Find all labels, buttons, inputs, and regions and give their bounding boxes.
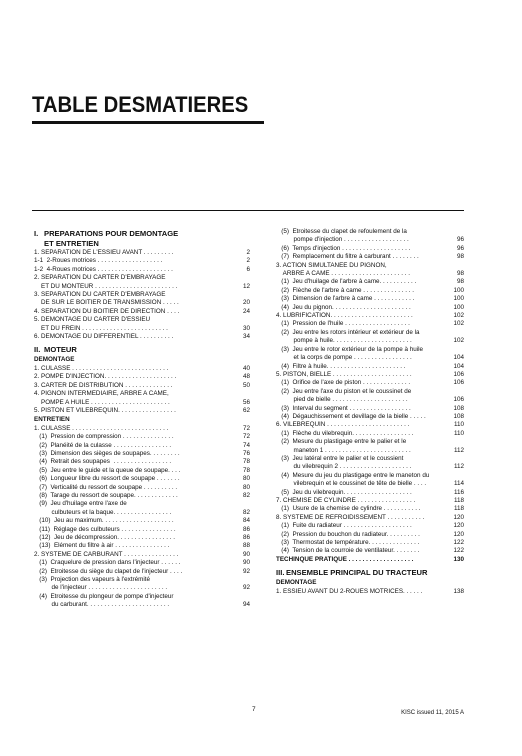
toc-entry bbox=[34, 526, 250, 534]
toc-entry-page: 84 bbox=[242, 517, 250, 525]
toc-entry-label: (7) Remplacement du filtre à carburant . . . . . . . . bbox=[276, 253, 419, 261]
toc-entry bbox=[34, 399, 250, 407]
toc-entry-label: 1. CULASSE . . . . . . . . . . . . . . . . . . . . . . . . . . . . bbox=[34, 364, 169, 372]
toc-entry-page: 92 bbox=[242, 584, 250, 592]
toc-entry bbox=[276, 287, 464, 295]
toc-entry bbox=[34, 450, 250, 458]
toc-entry bbox=[34, 249, 250, 257]
section-heading bbox=[34, 345, 250, 355]
section-numeral: II. bbox=[34, 345, 41, 355]
toc-entry-page: 106 bbox=[453, 396, 464, 404]
toc-entry-label: (4) Retrait des soupapes . . . . . . . . . . . . . . . . . bbox=[34, 458, 172, 466]
toc-entry-page: 24 bbox=[242, 307, 250, 315]
toc-entry-line: 2. SEPARATION DU CARTER D'EMBRAYAGE bbox=[34, 274, 166, 282]
toc-entry bbox=[34, 517, 250, 525]
toc-entry bbox=[276, 312, 464, 320]
toc-entry-label: (8) Tarage du ressort de soupape. . . . . . . . . . . . . bbox=[34, 491, 178, 499]
toc-entry-label: (2) Flèche de l'arbre à came . . . . . . . . . . . . . . . bbox=[276, 286, 415, 294]
toc-entry bbox=[276, 295, 464, 303]
toc-entry bbox=[276, 539, 464, 547]
toc-entry-page: 96 bbox=[456, 236, 464, 244]
toc-entry-label: (4) Dégauchissement et devillage de la bielle . . . . . bbox=[276, 412, 426, 420]
toc-entry-label: (1) Pression de l'huile . . . . . . . . . . . . . . . . . . . bbox=[276, 320, 410, 328]
toc-entry-label: 8. SYSTEME DE REFROIDISSEMENT . . . . . . . . . . . bbox=[276, 513, 425, 521]
toc-entry-label: (6) Temps d'injection . . . . . . . . . . . . . . . . . . . . bbox=[276, 244, 411, 252]
toc-entry bbox=[276, 489, 464, 497]
section-heading-continued: ET ENTRETIEN bbox=[44, 239, 99, 248]
toc-entry-label: pompe à huile. . . . . . . . . . . . . . . . . . . . . . . bbox=[276, 337, 412, 345]
toc-entry-label: et la corps de pompe . . . . . . . . . . . . . . . . . bbox=[276, 354, 412, 362]
toc-entry-page: 86 bbox=[242, 534, 250, 541]
toc-entry-page: 98 bbox=[456, 270, 464, 278]
toc-entry-label: (7) Verticalité du ressort de soupape . . . . . . . . . . bbox=[34, 483, 178, 491]
toc-entry bbox=[276, 379, 464, 387]
toc-entry bbox=[34, 458, 250, 466]
toc-entry-page: 72 bbox=[242, 433, 250, 441]
toc-entry-label: (1) Jeu d'huilage de l'arbre à came. . . . . . . . . . . bbox=[276, 278, 417, 286]
section-title: PREPARATIONS POUR DEMONTAGE bbox=[44, 229, 179, 238]
toc-entry bbox=[276, 354, 464, 362]
toc-entry-label: POMPE A HUILE . . . . . . . . . . . . . . . . . . . . . . . bbox=[34, 398, 170, 406]
toc-entry-page: 48 bbox=[242, 373, 250, 381]
toc-entry-page: 106 bbox=[453, 379, 464, 387]
toc-entry bbox=[276, 556, 464, 564]
toc-entry-label: 7. CHEMISE DE CYLINDRE . . . . . . . . . . . . . . . . . bbox=[276, 497, 416, 504]
toc-entry-page: 118 bbox=[453, 497, 464, 504]
toc-entry bbox=[276, 430, 464, 438]
toc-entry-page: 34 bbox=[242, 333, 250, 341]
toc-entry-page: 40 bbox=[242, 364, 250, 372]
toc-entry bbox=[34, 484, 250, 492]
toc-entry-page: 112 bbox=[453, 446, 464, 454]
toc-entry bbox=[34, 559, 250, 567]
toc-entry-label: (3) Dimension des sièges de soupapes. . . . . . . . . bbox=[34, 449, 180, 457]
toc-entry bbox=[34, 325, 250, 333]
toc-entry bbox=[276, 405, 464, 413]
toc-entry bbox=[34, 333, 250, 341]
toc-entry bbox=[34, 509, 250, 517]
toc-entry-label: (6) Longueur libre du ressort de soupape . . . . . . . bbox=[34, 475, 180, 483]
toc-entry bbox=[34, 407, 250, 415]
toc-entry-page: 90 bbox=[242, 550, 250, 558]
section-title: MOTEUR bbox=[44, 345, 77, 355]
toc-entry bbox=[276, 270, 464, 278]
toc-entry-page: 120 bbox=[453, 513, 464, 521]
toc-entry-page: 108 bbox=[453, 412, 464, 420]
toc-entry-page: 80 bbox=[242, 475, 250, 483]
toc-entry bbox=[34, 467, 250, 475]
toc-entry-page: 6 bbox=[246, 265, 250, 273]
toc-entry-page: 2 bbox=[246, 249, 250, 256]
section-heading bbox=[276, 568, 464, 578]
toc-entry-label: (11) Réglage des culbuteurs . . . . . . . . . . . . . . . . bbox=[34, 525, 176, 533]
toc-entry-page: 50 bbox=[242, 381, 250, 389]
toc-entry bbox=[34, 433, 250, 441]
toc-entry-line: (3) Jeu latéral entre le palier et le coussient bbox=[276, 454, 404, 462]
toc-entry-label: 2. SYSTEME DE CARBURANT . . . . . . . . . . . . . . . . bbox=[34, 550, 179, 558]
toc-entry-page: 138 bbox=[453, 587, 464, 595]
toc-entry bbox=[34, 568, 250, 576]
toc-entry-label: 1-1 2-Roues motrices . . . . . . . . . . . . . . . . . . . bbox=[34, 257, 163, 265]
toc-entry bbox=[34, 425, 250, 433]
toc-entry bbox=[276, 236, 464, 244]
toc-entry bbox=[34, 266, 250, 274]
toc-entry bbox=[34, 442, 250, 450]
toc-entry-label: ET DU MONTEUR . . . . . . . . . . . . . . . . . . . . . . . . bbox=[34, 282, 178, 290]
section-heading bbox=[34, 229, 250, 239]
toc-entry-label: (1) Pression de compression . . . . . . . . . . . . . . . bbox=[34, 433, 174, 441]
toc-entry-label: (12) Jeu de décompression. . . . . . . . . . . . . . . . . bbox=[34, 534, 176, 541]
toc-entry-label: 5. PISTON ET VILEBREQUIN. . . . . . . . . . . . . . . . . bbox=[34, 406, 176, 414]
toc-entry-line: (3) Jeu entre le rotor extérieur de la pompe à huile bbox=[276, 345, 424, 353]
toc-entry-label: (1) Flèche du vilebrequin. . . . . . . . . . . . . . . . . . bbox=[276, 429, 414, 437]
toc-entry-page: 72 bbox=[242, 424, 250, 432]
toc-entry bbox=[276, 588, 464, 596]
toc-entry-label: (5) Jeu du vilebrequin. . . . . . . . . . . . . . . . . . . . bbox=[276, 488, 412, 496]
toc-entry-page: 74 bbox=[242, 441, 250, 449]
toc-entry-page: 116 bbox=[453, 488, 464, 496]
toc-entry-label: ARBRE A CAME . . . . . . . . . . . . . . . . . . . . . . . bbox=[276, 270, 411, 278]
toc-entry-page: 112 bbox=[453, 463, 464, 471]
toc-entry bbox=[34, 382, 250, 390]
toc-entry-label: (3) Thermostat de température. . . . . . . . . . . . . . . bbox=[276, 539, 420, 547]
toc-entry-page: 78 bbox=[242, 458, 250, 466]
toc-entry-page: 80 bbox=[242, 483, 250, 491]
toc-entry bbox=[34, 492, 250, 500]
toc-entry-label: culbuteurs et la baque. . . . . . . . . . . . . . . . . bbox=[34, 508, 172, 516]
section-divider bbox=[32, 210, 464, 211]
toc-entry-line: 3. SEPARATION DU CARTER D'EMBRAYAGE bbox=[34, 291, 166, 299]
section-numeral: III. bbox=[276, 568, 285, 578]
section-numeral: I. bbox=[34, 229, 39, 238]
toc-entry-label: pied de bielle . . . . . . . . . . . . . . . . . . . . . . bbox=[276, 396, 408, 404]
toc-entry-label: (1) Craquelure de pression dans l'injecteur . . . . . . bbox=[34, 559, 181, 567]
toc-entry-page: 122 bbox=[453, 539, 464, 547]
subsection-heading: ENTRETIEN bbox=[34, 416, 70, 424]
toc-entry-label: 1. CULASSE . . . . . . . . . . . . . . . . . . . . . . . . . . . . bbox=[34, 424, 169, 432]
toc-entry-label: (3) Dimension de l'arbre à came . . . . . . . . . . . . bbox=[276, 295, 415, 303]
toc-entry bbox=[34, 542, 250, 550]
toc-entry-label: vilebrequin et le coussinet de tête de bielle . . . . bbox=[276, 480, 427, 488]
toc-entry-page: 82 bbox=[242, 508, 250, 516]
toc-entry bbox=[276, 278, 464, 286]
toc-entry-page: 90 bbox=[242, 559, 250, 567]
toc-entry-label: (1) Orifice de l'axe de piston . . . . . . . . . . . . . . bbox=[276, 379, 411, 387]
toc-entry-label: du carburant. . . . . . . . . . . . . . . . . . . . . . . . bbox=[34, 601, 170, 609]
toc-entry bbox=[276, 522, 464, 530]
toc-entry-label: DE SUR LE BOITIER DE TRANSMISSION . . . . . bbox=[34, 299, 179, 307]
toc-entry-label: (13) Elément du filtre à air . . . . . . . . . . . . . . . . bbox=[34, 542, 170, 550]
toc-entry bbox=[34, 475, 250, 483]
toc-entry-page: 92 bbox=[242, 567, 250, 575]
toc-entry bbox=[276, 547, 464, 555]
toc-entry bbox=[276, 413, 464, 421]
page-title: TABLE DESMATIERES bbox=[32, 92, 249, 117]
toc-entry-line: (2) Mesure du plastigage entre le palier et le bbox=[276, 438, 407, 446]
toc-entry-page: 2 bbox=[246, 257, 250, 265]
spacer bbox=[276, 564, 464, 567]
toc-entry bbox=[34, 308, 250, 316]
toc-entry bbox=[276, 505, 464, 513]
toc-entry bbox=[276, 337, 464, 345]
toc-entry-page: 12 bbox=[242, 282, 250, 290]
toc-entry-page: 130 bbox=[453, 555, 464, 563]
toc-entry-page: 82 bbox=[242, 491, 250, 499]
toc-entry-page: 100 bbox=[453, 303, 464, 311]
toc-entry bbox=[276, 396, 464, 404]
toc-entry-label: (4) Tension de la courroie de ventilateur. . . . . . . . bbox=[276, 547, 420, 555]
toc-entry bbox=[34, 534, 250, 542]
toc-entry-page: 56 bbox=[242, 398, 250, 406]
subsection-heading: DEMONTAGE bbox=[34, 356, 75, 364]
toc-entry-page: 98 bbox=[456, 253, 464, 261]
toc-entry bbox=[276, 304, 464, 312]
toc-entry-label: (10) Jeu au maximum. . . . . . . . . . . . . . . . . . . . . bbox=[34, 517, 174, 525]
toc-entry-page: 102 bbox=[453, 312, 464, 320]
spacer bbox=[34, 341, 250, 344]
toc-entry-page: 122 bbox=[453, 547, 464, 555]
toc-entry-page: 104 bbox=[453, 362, 464, 370]
toc-entry-page: 78 bbox=[242, 466, 250, 474]
toc-entry-label: pompe d'injection . . . . . . . . . . . . . . . . . . . bbox=[276, 236, 409, 244]
toc-entry-page: 120 bbox=[453, 530, 464, 538]
toc-entry-page: 20 bbox=[242, 299, 250, 307]
toc-entry-page: 104 bbox=[453, 354, 464, 362]
toc-entry-page: 100 bbox=[453, 286, 464, 294]
toc-entry bbox=[34, 299, 250, 307]
toc-entry bbox=[276, 531, 464, 539]
toc-entry-page: 110 bbox=[453, 421, 464, 429]
toc-entry-page: 102 bbox=[453, 320, 464, 328]
toc-entry-label: maneton 1 . . . . . . . . . . . . . . . . . . . . . . . . . bbox=[276, 446, 411, 454]
toc-entry-line: 5. DEMONTAGE DU CARTER D'ESSIEU bbox=[34, 316, 151, 324]
toc-entry-line: (9) Jeu d'huilage entre l'axe de bbox=[34, 500, 127, 508]
toc-entry bbox=[34, 365, 250, 373]
toc-entry-page: 120 bbox=[453, 522, 464, 530]
toc-entry-label: (2) Planéité de la culasse . . . . . . . . . . . . . . . . . bbox=[34, 441, 172, 449]
toc-entry-label: 4. LUBRIFICATION. . . . . . . . . . . . . . . . . . . . . . . . bbox=[276, 312, 413, 320]
toc-entry-page: 88 bbox=[242, 542, 250, 550]
toc-entry-label: 1-2 4-Roues motrices . . . . . . . . . . . . . . . . . . . . . . bbox=[34, 265, 173, 273]
toc-entry-page: 100 bbox=[453, 295, 464, 303]
toc-entry-page: 94 bbox=[242, 601, 250, 609]
toc-entry bbox=[34, 257, 250, 265]
toc-right-column bbox=[276, 228, 464, 596]
toc-entry bbox=[34, 601, 250, 609]
toc-entry bbox=[276, 480, 464, 488]
toc-entry-page: 108 bbox=[453, 404, 464, 412]
toc-entry-page: 96 bbox=[456, 244, 464, 252]
toc-entry-label: (5) Jeu entre le guide et la queue de soupape. . . . bbox=[34, 466, 181, 474]
toc-entry bbox=[276, 497, 464, 505]
toc-entry-page: 102 bbox=[453, 337, 464, 345]
toc-entry bbox=[34, 551, 250, 559]
toc-entry-page: 106 bbox=[453, 370, 464, 378]
toc-entry-page: 30 bbox=[242, 324, 250, 332]
toc-entry-line: 4. PIGNON INTERMEDIAIRE, ARBRE A CAME, bbox=[34, 390, 169, 398]
toc-entry bbox=[276, 320, 464, 328]
toc-entry-page: 86 bbox=[242, 525, 250, 533]
toc-entry-label: (2) Etroitesse du siège du clapet de l'injecteur . . . . bbox=[34, 567, 183, 575]
toc-entry bbox=[34, 373, 250, 381]
toc-entry bbox=[34, 584, 250, 592]
toc-entry-label: 1. ESSIEU AVANT DU 2-ROUES MOTRICES. . . . . . bbox=[276, 587, 423, 595]
toc-entry bbox=[276, 447, 464, 455]
toc-entry-label: (3) Interval du segment . . . . . . . . . . . . . . . . . . bbox=[276, 404, 411, 412]
toc-entry-page: 114 bbox=[453, 480, 464, 488]
toc-entry-line: (4) Mesure du jeu du plastigage entre le maneton du bbox=[276, 471, 430, 479]
toc-entry bbox=[276, 514, 464, 522]
toc-entry-label: (4) Jeu du pignon. . . . . . . . . . . . . . . . . . . . . . . bbox=[276, 303, 411, 311]
toc-entry-label: 4. SEPARATION DU BOITIER DE DIRECTION . . . . bbox=[34, 307, 180, 315]
toc-entry bbox=[276, 463, 464, 471]
toc-entry-label: (2) Pression du bouchon du radiateur. . . . . . . . . . bbox=[276, 530, 420, 538]
toc-entry-line: 3. ACTION SIMULTANEE DU PIGNON, bbox=[276, 261, 387, 269]
toc-entry-page: 98 bbox=[456, 278, 464, 286]
toc-entry-line: (4) Etroitesse du plongeur de pompe d'injecteur bbox=[34, 592, 174, 600]
toc-entry-label: (1) Fuite du radiateur . . . . . . . . . . . . . . . . . . . . bbox=[276, 522, 412, 530]
toc-entry-label: (1) Usure de la chemise de cylindre . . . . . . . . . . . bbox=[276, 505, 421, 513]
toc-entry-page: 118 bbox=[453, 505, 464, 513]
toc-entry-label: ET DU FREIN . . . . . . . . . . . . . . . . . . . . . . . . . bbox=[34, 324, 168, 332]
toc-entry-page: 110 bbox=[453, 429, 464, 437]
toc-entry-label: 2. POMPE D'INJECTION. . . . . . . . . . . . . . . . . . . . . bbox=[34, 373, 177, 381]
toc-entry-label: de l'injecteur . . . . . . . . . . . . . . . . . . . . . . . bbox=[34, 584, 168, 592]
toc-entry bbox=[276, 253, 464, 261]
toc-entry-label: du vilebrequin 2 . . . . . . . . . . . . . . . . . . . . . bbox=[276, 463, 412, 471]
subsection-heading: DEMONTAGE bbox=[276, 579, 317, 587]
toc-entry-label: (4) Filtre à huile. . . . . . . . . . . . . . . . . . . . . . . bbox=[276, 362, 406, 370]
toc-entry-label: 6. DEMONTAGE DU DIFFERENTIEL . . . . . . . . . . bbox=[34, 333, 174, 341]
section-title: ENSEMBLE PRINCIPAL DU TRACTEUR bbox=[286, 568, 428, 578]
page-number: 7 bbox=[252, 706, 256, 713]
toc-entry-line: (2) Jeu entre l'axe du piston et le coussinet de bbox=[276, 387, 412, 395]
toc-entry bbox=[34, 283, 250, 291]
toc-left-column bbox=[34, 228, 250, 610]
title-underline bbox=[32, 121, 264, 124]
toc-entry-label: 5. PISTON, BIELLE . . . . . . . . . . . . . . . . . . . . . . . bbox=[276, 370, 412, 378]
toc-entry bbox=[276, 421, 464, 429]
toc-entry-line: (2) Jeu entre les rotors intérieur et extérieur de la bbox=[276, 328, 420, 336]
toc-entry-label: TECHINQUE PRATIQUE . . . . . . . . . . . . . . . . . . . bbox=[276, 555, 414, 563]
toc-entry-page: 62 bbox=[242, 406, 250, 414]
toc-entry-line: (5) Etroitesse du clapet de refoulement de la bbox=[276, 228, 407, 235]
toc-entry-page: 76 bbox=[242, 449, 250, 457]
toc-entry-label: 1. SEPARATION DE L'ESSIEU AVANT . . . . . . . . . bbox=[34, 249, 174, 256]
toc-entry-label: 3. CARTER DE DISTRIBUTION . . . . . . . . . . . . . . bbox=[34, 381, 173, 389]
toc-entry bbox=[276, 371, 464, 379]
footer-note: KISC issued 11, 2015 A bbox=[401, 710, 464, 716]
toc-entry bbox=[276, 245, 464, 253]
toc-entry-line: (3) Projection des vapeurs à l'extrémité bbox=[34, 576, 150, 584]
toc-entry-label: 6. VILEBREQUIN . . . . . . . . . . . . . . . . . . . . . . . . bbox=[276, 421, 410, 429]
toc-entry bbox=[276, 363, 464, 371]
